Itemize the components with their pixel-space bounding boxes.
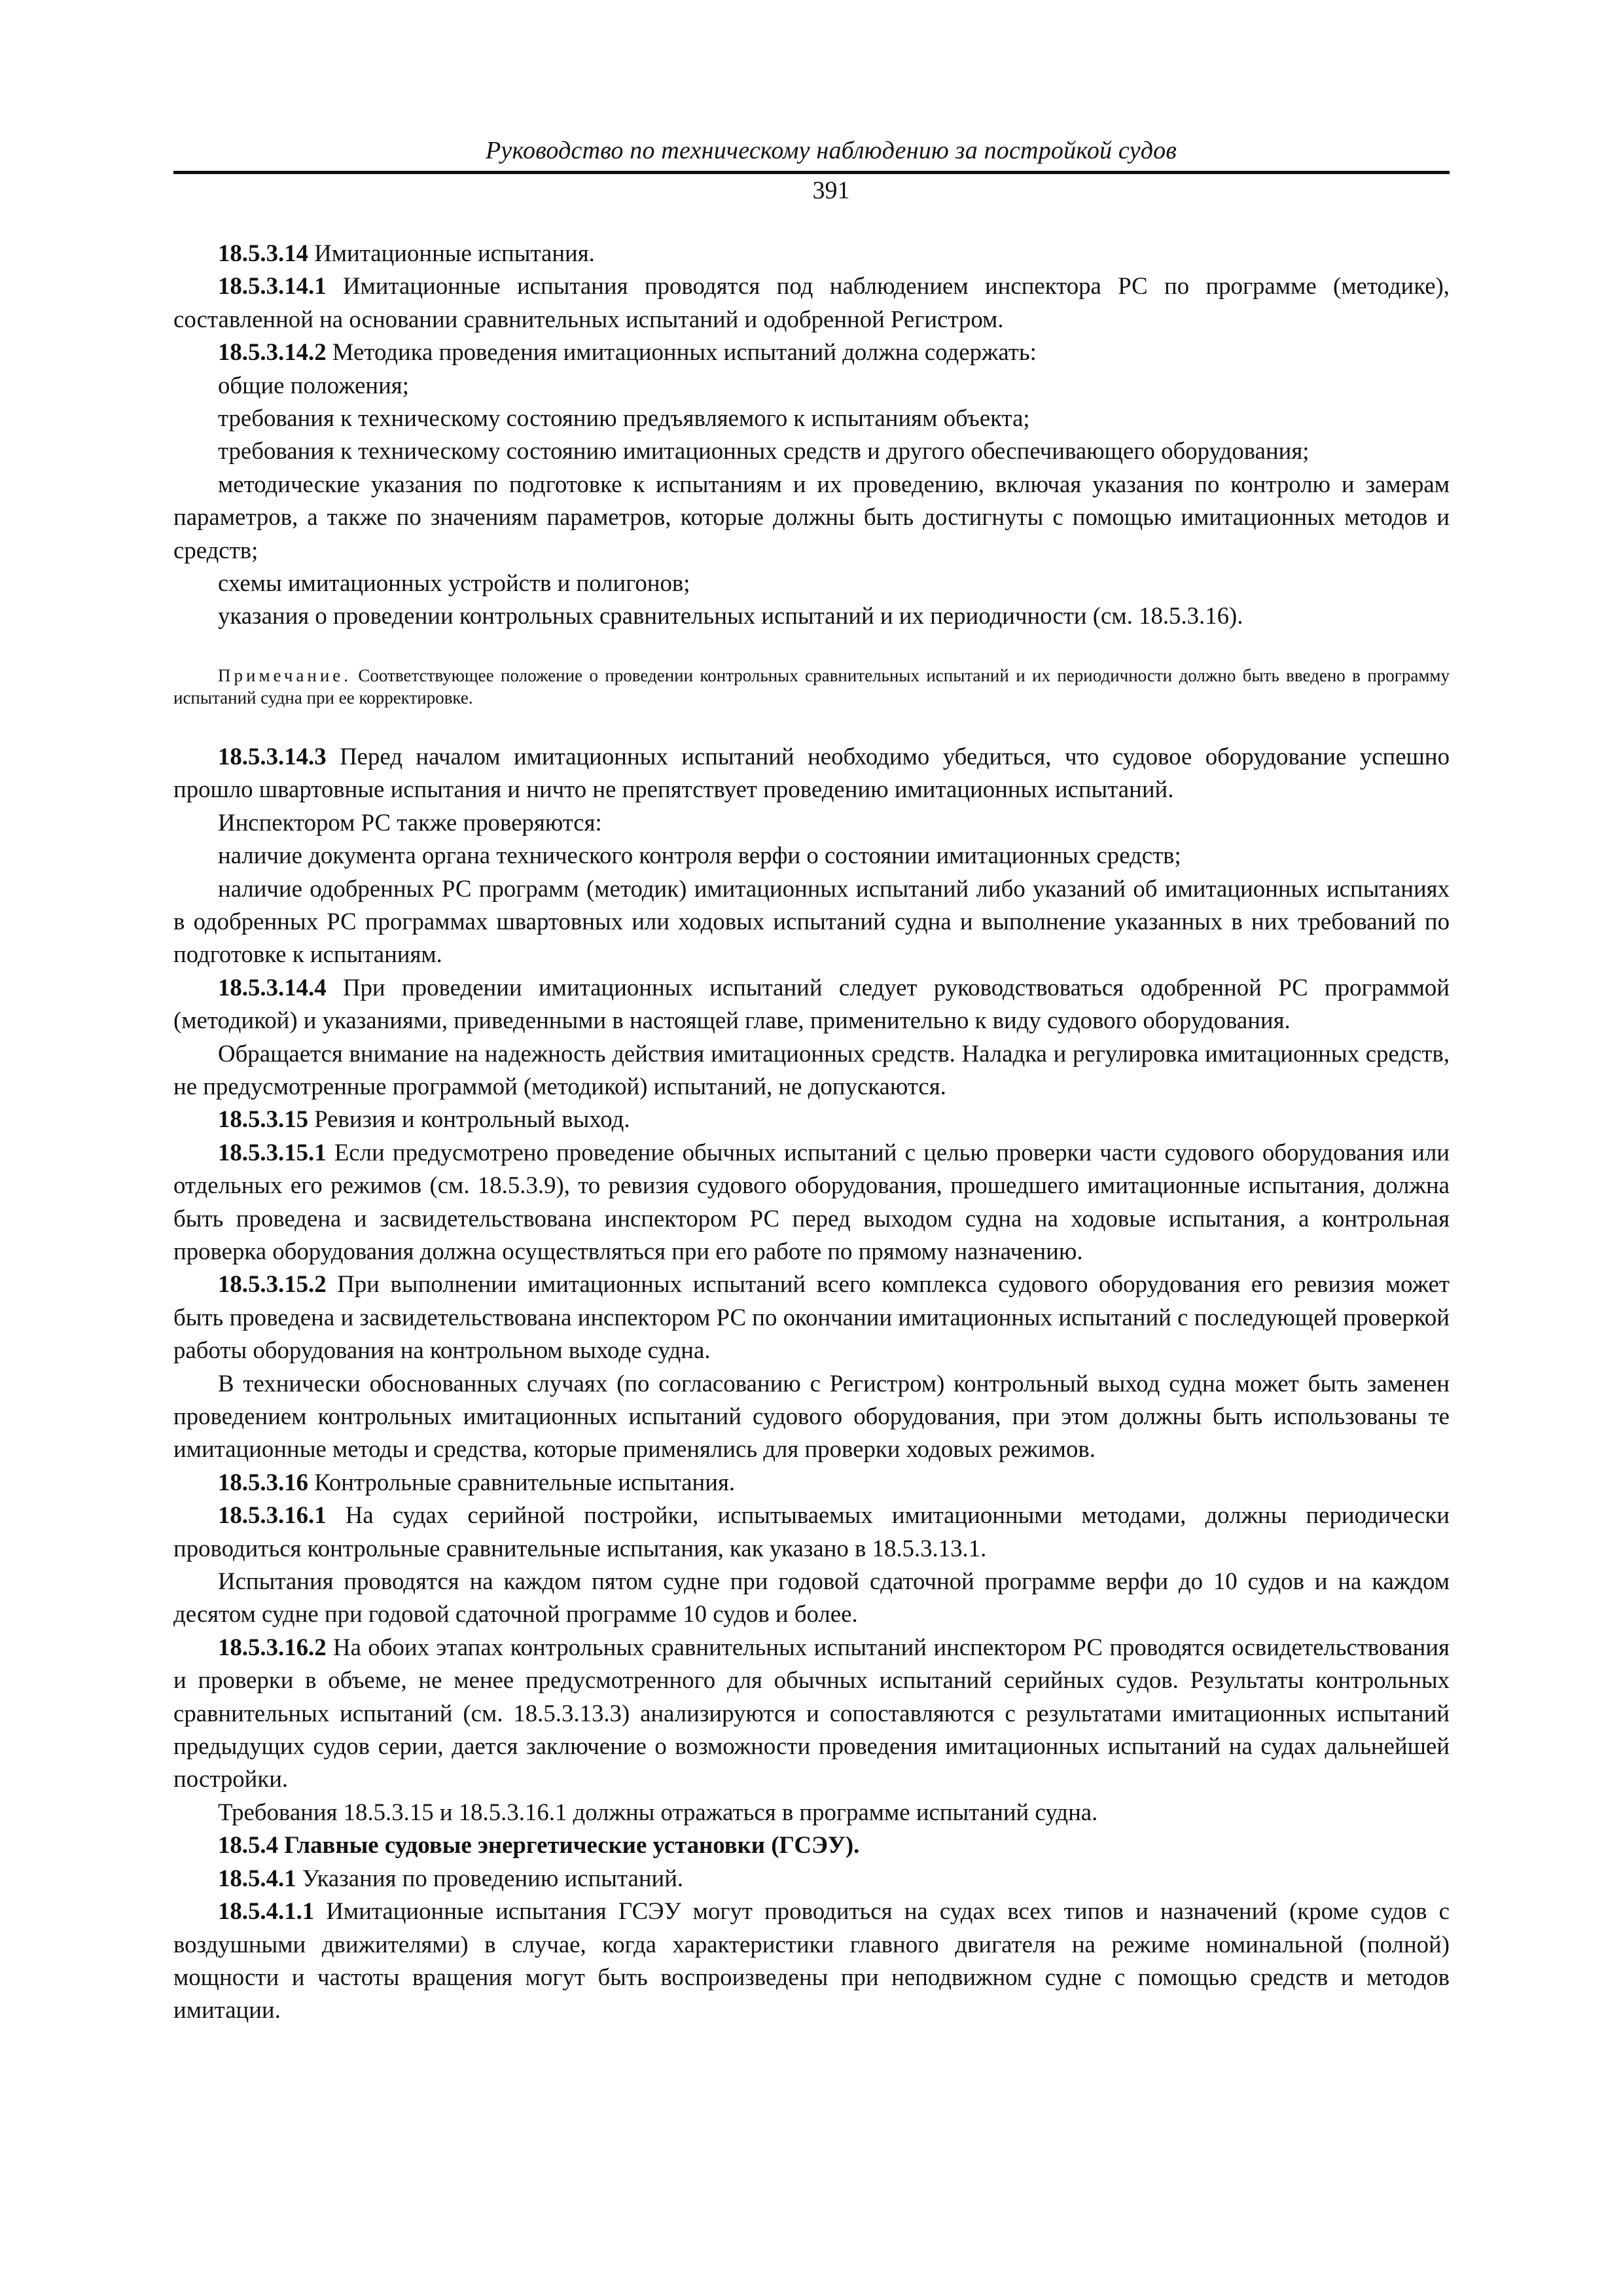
paragraph-text: При выполнении имитационных испытаний всего комплекса судового оборудования его ревизия может быть проведена и засвидетельствована инспектором РС по окончании имитационных испытаний с последующей проверкой работы оборудования на контрольном выходе судна. — [173, 1270, 1450, 1364]
clause-number: 18.5.3.15.2 — [218, 1270, 327, 1298]
note-text: Соответствующее положение о проведении контрольных сравнительных испытаний и их периодичности должно быть введено в программу испытаний судна при ее корректировке. — [173, 665, 1450, 708]
paragraph-text: Если предусмотрено проведение обычных испытаний с целью проверки части судового оборудования или отдельных его режимов (см. 18.5.3.9), то ревизия судового оборудования, прошедшего имитационные испытания, должна быть проведена и засвидетельствована инспектором РС перед выходом судна на ходовые испытания, а контрольная проверка оборудования должна осуществляться при его работе по прямому назначению. — [173, 1138, 1450, 1265]
paragraph-text: Указания по проведению испытаний. — [296, 1864, 684, 1892]
paragraph-text: Испытания проводятся на каждом пятом судне при годовой сдаточной программе верфи до 10 судов и на каждом десятом судне при годовой сдаточной программе 10 судов и более. — [173, 1568, 1450, 1628]
paragraph-text: схемы имитационных устройств и полигонов; — [218, 569, 690, 597]
clause-number: 18.5.3.14.3 — [218, 742, 327, 770]
paragraph — [173, 336, 1450, 368]
paragraph-text: наличие документа органа технического контроля верфи о состоянии имитационных средств; — [218, 842, 1181, 869]
clause-number: 18.5.4.1 — [218, 1864, 296, 1892]
paragraph — [173, 872, 1450, 971]
clause-number: 18.5.4.1.1 — [218, 1897, 315, 1925]
paragraph-text: Имитационные испытания. — [308, 240, 595, 266]
paragraph — [173, 468, 1450, 567]
paragraph-text: Инспектором РС также проверяются: — [218, 808, 602, 836]
paragraph — [173, 1829, 1450, 1861]
running-header: Руководство по техническому наблюдению за постройкой судов — [485, 137, 1177, 164]
paragraph — [173, 1268, 1450, 1367]
paragraph — [173, 1466, 1450, 1499]
paragraph-text: указания о проведении контрольных сравнительных испытаний и их периодичности (см. 18.5.3.16). — [218, 602, 1243, 630]
paragraph-text: Имитационные испытания проводятся под наблюдением инспектора РС по программе (методике), составленной на основании сравнительных испытаний и одобренной Регистром. — [173, 272, 1450, 332]
paragraph — [173, 567, 1450, 600]
paragraph — [173, 369, 1450, 402]
clause-number: 18.5.3.15 — [218, 1105, 308, 1133]
clause-number: 18.5.3.14.2 — [218, 338, 327, 366]
note — [173, 664, 1450, 709]
paragraph — [173, 435, 1450, 467]
paragraph-text: методические указания по подготовке к испытаниям и их проведению, включая указания по контролю и замерам параметров, а также по значениям параметров, которые должны быть достигнуты с помощью имитационных методов и средств; — [173, 470, 1450, 564]
header-rule — [173, 171, 1450, 174]
clause-number: 18.5.3.16.2 — [218, 1633, 327, 1660]
paragraph — [173, 1895, 1450, 2027]
clause-number: 18.5.3.15.1 — [218, 1138, 327, 1166]
paragraph-text: На обоих этапах контрольных сравнительных испытаний инспектором РС проводятся освидетельствования и проверки в объеме, не менее предусмотренного для обычных испытаний серийных судов. Результаты контрольных сравнительных испытаний (см. 18.5.3.13.3) анализируются и сопоставляются с результатами имитационных испытаний предыдущих судов серии, дается заключение о возможности проведения имитационных испытаний на судах дальнейшей постройки. — [173, 1633, 1450, 1793]
clause-number: 18.5.4 Главные судовые энергетические установки (ГСЭУ). — [218, 1831, 860, 1859]
paragraph — [173, 270, 1450, 336]
paragraph — [173, 237, 1450, 270]
paragraph-text: При проведении имитационных испытаний следует руководствоваться одобренной РС программой (методикой) и указаниями, приведенными в настоящей главе, применительно к виду судового оборудования. — [173, 973, 1450, 1034]
paragraph — [173, 971, 1450, 1037]
paragraph — [173, 1796, 1450, 1829]
paragraph — [173, 1103, 1450, 1136]
paragraph — [173, 1367, 1450, 1466]
document-page — [173, 134, 1450, 2027]
clause-number: 18.5.3.14.1 — [218, 272, 327, 300]
paragraph-text: Перед началом имитационных испытаний необходимо убедиться, что судовое оборудование успешно прошло швартовные испытания и ничто не препятствует проведению имитационных испытаний. — [173, 742, 1450, 803]
paragraph-text: Имитационные испытания ГСЭУ могут проводиться на судах всех типов и назначений (кроме судов с воздушными движителями) в случае, когда характеристики главного двигателя на режиме номинальной (полной) мощности и частоты вращения могут быть воспроизведены при неподвижном судне с помощью средств и методов имитации. — [173, 1897, 1450, 2024]
paragraph-text: Требования 18.5.3.15 и 18.5.3.16.1 должны отражаться в программе испытаний судна. — [218, 1798, 1098, 1825]
section-before-note — [173, 237, 1450, 633]
paragraph — [173, 740, 1450, 806]
paragraph — [173, 402, 1450, 435]
paragraph-text: Контрольные сравнительные испытания. — [308, 1468, 736, 1496]
clause-number: 18.5.3.16.1 — [218, 1501, 327, 1529]
note-label: Примечание. — [218, 665, 352, 685]
section-after-note — [173, 740, 1450, 2027]
clause-number: 18.5.3.14.4 — [218, 973, 327, 1001]
paragraph-text: На судах серийной постройки, испытываемых имитационными методами, должны периодически проводиться контрольные сравнительные испытания, как указано в 18.5.3.13.1. — [173, 1501, 1450, 1562]
paragraph-text: Обращается внимание на надежность действия имитационных средств. Наладка и регулировка имитационных средств, не предусмотренные программой (методикой) испытаний, не допускаются. — [173, 1039, 1450, 1100]
page-number: 391 — [812, 177, 850, 204]
paragraph — [173, 1499, 1450, 1565]
paragraph-text: требования к техническому состоянию предъявляемого к испытаниям объекта; — [218, 404, 1030, 432]
paragraph — [173, 839, 1450, 872]
paragraph — [173, 1037, 1450, 1103]
paragraph-text: В технически обоснованных случаях (по согласованию с Регистром) контрольный выход судна может быть заменен проведением контрольных имитационных испытаний судового оборудования, при этом должны быть использованы те имитационные методы и средства, которые применялись для проверки ходовых режимов. — [173, 1369, 1450, 1463]
document-body — [173, 237, 1450, 2027]
paragraph-text: Ревизия и контрольный выход. — [308, 1105, 630, 1133]
clause-number: 18.5.3.16 — [218, 1468, 308, 1496]
paragraph-text: наличие одобренных РС программ (методик) имитационных испытаний либо указаний об имитационных испытаниях в одобренных РС программах швартовных или ходовых испытаний судна и выполнение указанных в них требований по подготовке к испытаниям. — [173, 874, 1450, 968]
paragraph — [173, 1862, 1450, 1895]
clause-number: 18.5.3.14 — [218, 240, 308, 266]
paragraph — [173, 806, 1450, 839]
paragraph — [173, 1136, 1450, 1268]
paragraph — [173, 1565, 1450, 1631]
paragraph — [173, 1631, 1450, 1796]
paragraph-text: общие положения; — [218, 371, 409, 399]
paragraph-text: Методика проведения имитационных испытаний должна содержать: — [326, 338, 1037, 366]
paragraph-text: требования к техническому состоянию имитационных средств и другого обеспечивающего оборудования; — [218, 437, 1310, 465]
paragraph — [173, 600, 1450, 632]
